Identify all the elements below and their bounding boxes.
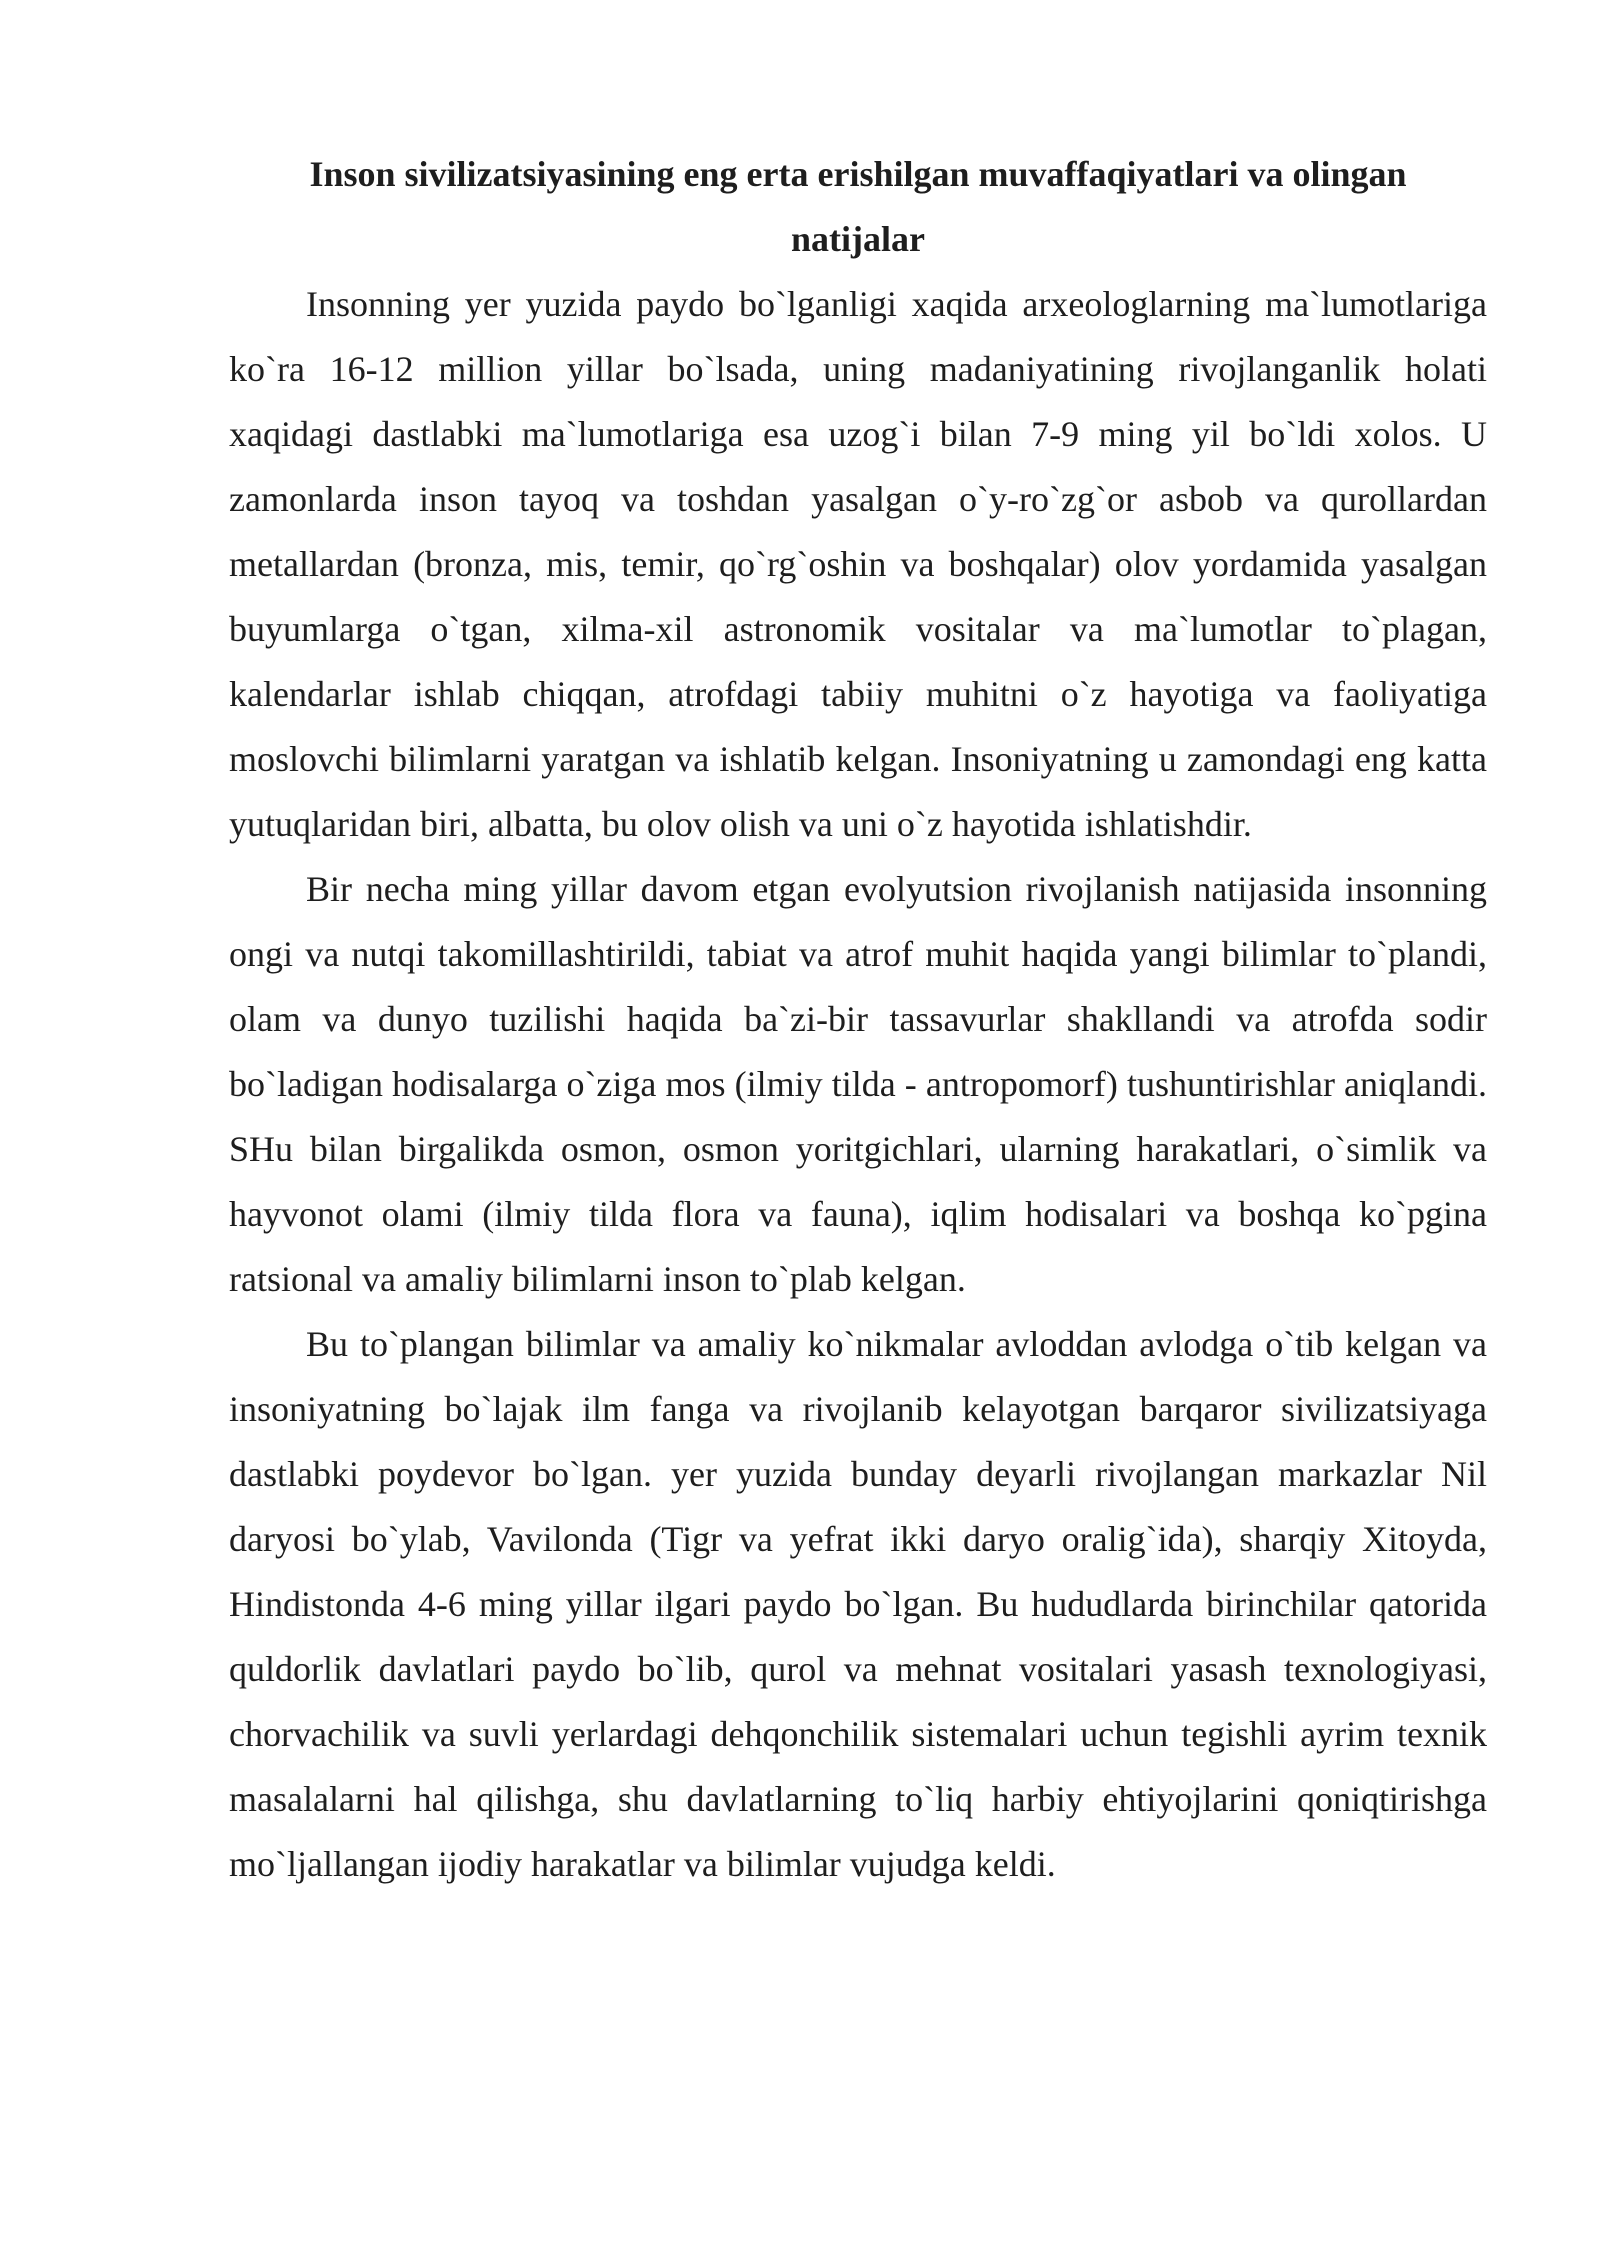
document-title: Inson sivilizatsiyasining eng erta erishilgan muvaffaqiyatlari va olingan natijalar — [309, 154, 1407, 259]
paragraph-2: Bir necha ming yillar davom etgan evolyutsion rivojlanish natijasida insonning ongi va nutqi takomillashtirildi, tabiat va atrof muhit haqida yangi bilimlar to`plandi, olam va dunyo tuzilishi haqida ba`zi-bir tassavurlar shakllandi va atrofda sodir bo`ladigan hodisalarga o`ziga mos (ilmiy tilda - antropomorf) tushuntirishlar aniqlandi. SHu bilan birgalikda osmon, osmon yoritgichlari, ularning harakatlari, o`simlik va hayvonot olami (ilmiy tilda flora va fauna), iqlim hodisalari va boshqa ko`pgina ratsional va amaliy bilimlarni inson to`plab kelgan. — [229, 869, 1487, 1299]
paragraph-3: Bu to`plangan bilimlar va amaliy ko`nikmalar avloddan avlodga o`tib kelgan va insoniyatning bo`lajak ilm fanga va rivojlanib kelayotgan barqaror sivilizatsiyaga dastlabki poydevor bo`lgan. yer yuzida bunday deyarli rivojlangan markazlar Nil daryosi bo`ylab, Vavilonda (Tigr va yefrat ikki daryo oralig`ida), sharqiy Xitoyda, Hindistonda 4-6 ming yillar ilgari paydo bo`lgan. Bu hududlarda birinchilar qatorida quldorlik davlatlari paydo bo`lib, qurol va mehnat vositalari yasash texnologiyasi, chorvachilik va suvli yerlardagi dehqonchilik sistemalari uchun tegishli ayrim texnik masalalarni hal qilishga, shu davlatlarning to`liq harbiy ehtiyojlarini qoniqtirishga mo`ljallangan ijodiy harakatlar va bilimlar vujudga keldi. — [229, 1324, 1487, 1884]
document-body — [229, 142, 1487, 1897]
paragraph-1: Insonning yer yuzida paydo bo`lganligi xaqida arxeologlarning ma`lumotlariga ko`ra 16-12 million yillar bo`lsada, uning madaniyatining rivojlanganlik holati xaqidagi dastlabki ma`lumotlariga esa uzog`i bilan 7-9 ming yil bo`ldi xolos. U zamonlarda inson tayoq va toshdan yasalgan o`y-ro`zg`or asbob va qurollardan metallardan (bronza, mis, temir, qo`rg`oshin va boshqalar) olov yordamida yasalgan buyumlarga o`tgan, xilma-xil astronomik vositalar va ma`lumotlar to`plagan, kalendarlar ishlab chiqqan, atrofdagi tabiiy muhitni o`z hayotiga va faoliyatiga moslovchi bilimlarni yaratgan va ishlatib kelgan. Insoniyatning u zamondagi eng katta yutuqlaridan biri, albatta, bu olov olish va uni o`z hayotida ishlatishdir. — [229, 284, 1487, 844]
